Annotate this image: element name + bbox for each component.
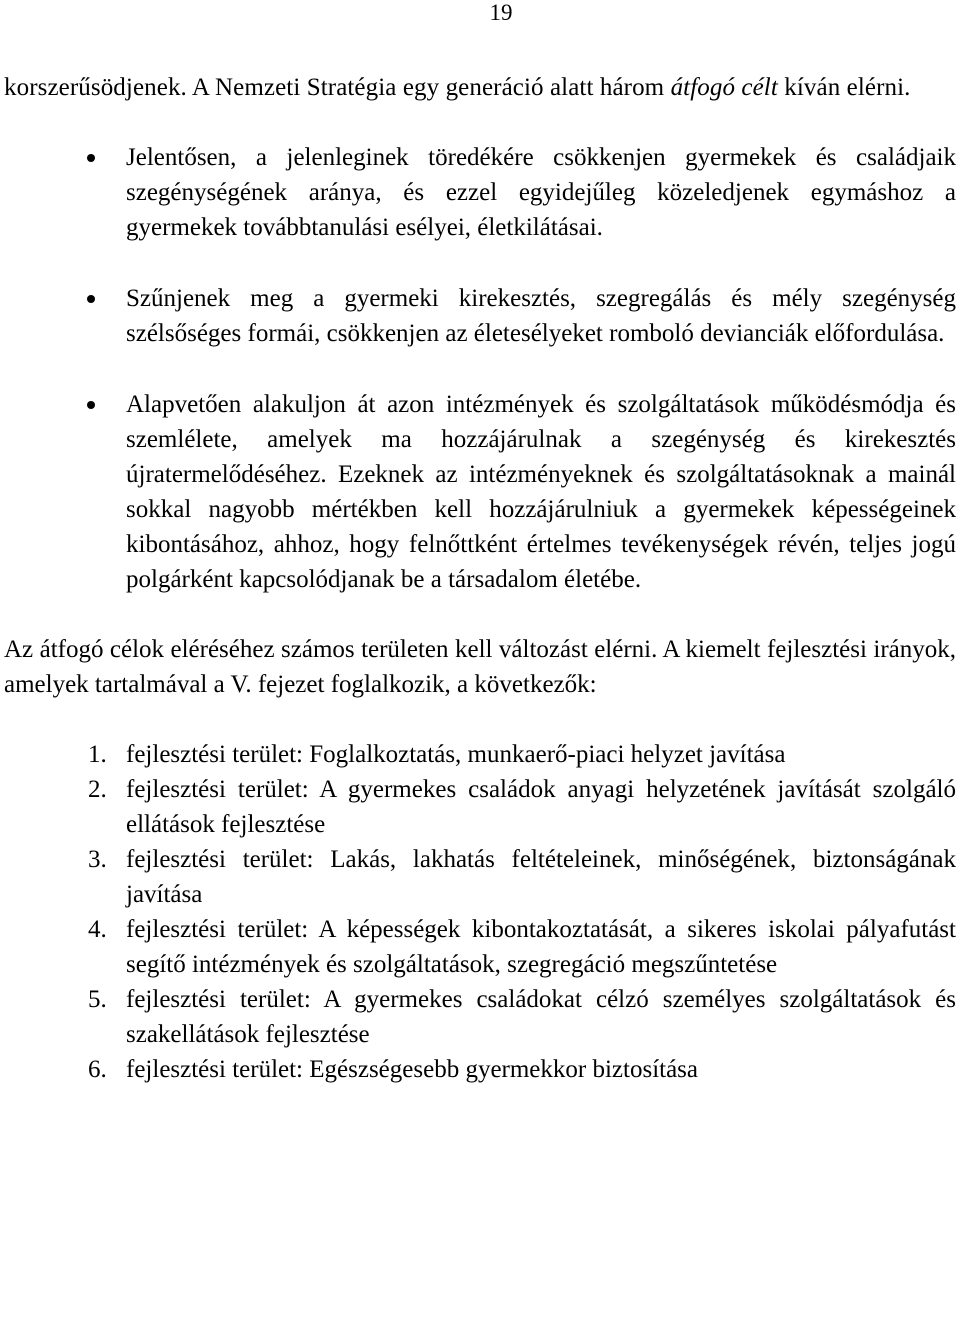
list-number: 1.	[88, 741, 107, 768]
area-text: fejlesztési terület: Foglalkoztatás, munkaerő-piaci helyzet javítása	[126, 741, 786, 768]
goal-bullet-item	[4, 387, 956, 597]
development-area-item	[4, 772, 956, 842]
page-number: 19	[489, 0, 513, 25]
bullet-dot-icon	[87, 154, 95, 162]
development-area-item	[4, 1052, 956, 1087]
area-text: fejlesztési terület: Egészségesebb gyermekkor biztosítása	[126, 1056, 699, 1083]
area-text: fejlesztési terület: A képességek kibontakoztatását, a sikeres iskolai pályafutást segítő intézmények és szolgáltatások, szegregáció megszűntetése	[126, 916, 956, 978]
area-text: fejlesztési terület: Lakás, lakhatás feltételeinek, minőségének, biztonságának javítása	[126, 846, 956, 908]
document-body	[4, 70, 956, 1087]
intro-text-start: korszerűsödjenek. A Nemzeti Stratégia egy generáció alatt három	[4, 74, 671, 101]
development-area-item	[4, 912, 956, 982]
goal-bullet-item	[4, 281, 956, 351]
goals-bullet-list	[4, 140, 956, 597]
list-number: 3.	[88, 846, 107, 873]
area-text: fejlesztési terület: A gyermekes családok anyagi helyzetének javítását szolgáló ellátások fejlesztése	[126, 776, 956, 838]
development-area-item	[4, 982, 956, 1052]
intro-paragraph	[4, 70, 956, 105]
list-number: 5.	[88, 986, 107, 1013]
goal-text: Jelentősen, a jelenleginek töredékére csökkenjen gyermekek és családjaik szegénységének aránya, és ezzel egyidejűleg közeledjenek egymáshoz a gyermekek továbbtanulási esélyei, életkilátásai.	[126, 144, 956, 241]
intro-text-end: kíván elérni.	[777, 74, 911, 101]
list-number: 2.	[88, 776, 107, 803]
list-number: 4.	[88, 916, 107, 943]
development-area-item	[4, 737, 956, 772]
development-area-item	[4, 842, 956, 912]
bullet-dot-icon	[87, 295, 95, 303]
intro-emphasis: átfogó célt	[670, 74, 778, 101]
goal-text: Szűnjenek meg a gyermeki kirekesztés, szegregálás és mély szegénység szélsőséges formái, csökkenjen az életesélyeket romboló devianciák előfordulása.	[126, 285, 956, 347]
summary-paragraph: Az átfogó célok eléréséhez számos területen kell változást elérni. A kiemelt fejlesztési irányok, amelyek tartalmával a V. fejezet foglalkozik, a következők:	[4, 636, 956, 698]
goal-text: Alapvetően alakuljon át azon intézmények és szolgáltatások működésmódja és szemlélete, amelyek ma hozzájárulnak a szegénység és kirekesztés újratermelődéséhez. Ezeknek az intézményeknek és szolgáltatásoknak a mainál sokkal nagyobb mértékben kell hozzájárulniuk a gyermekek képességeinek kibontásához, ahhoz, hogy felnőttként értelmes tevékenységek révén, teljes jogú polgárként kapcsolódjanak be a társadalom életébe.	[126, 391, 956, 593]
development-areas-list	[4, 737, 956, 1087]
area-text: fejlesztési terület: A gyermekes családokat célzó személyes szolgáltatások és szakellátások fejlesztése	[126, 986, 956, 1048]
list-number: 6.	[88, 1056, 107, 1083]
goal-bullet-item	[4, 140, 956, 245]
bullet-dot-icon	[87, 401, 95, 409]
